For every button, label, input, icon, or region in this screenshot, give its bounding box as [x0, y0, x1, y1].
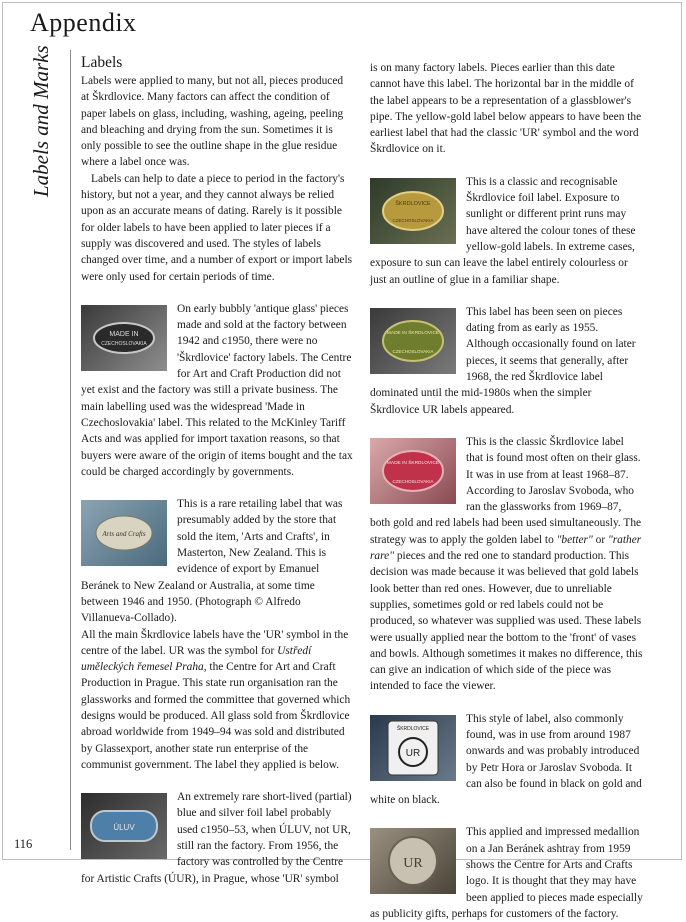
gold-label-caption: This is a classic and recognisable Škrdlovice foil label. Exposure to sunlight or different print runs may have altered the colour tones of these yellow-gold labels. In extreme cases, exposure to sun can leave the label entirely colourless or just an outline of glue in a familiar shape.	[370, 175, 636, 286]
green-label-caption: This label has been seen on pieces dating from as early as 1955. Although occasionally found on later pieces, it seems that generally, after 1968, the red Škrdlovice label dominated until the mid-1980s when the simpler Škrdlovice UR labels appeared.	[370, 305, 636, 416]
ur-label-block	[370, 711, 643, 809]
arts-crafts-label-photo	[81, 500, 167, 566]
arts-text: Arts and Crafts	[102, 530, 146, 539]
made-in-label-photo	[81, 305, 167, 371]
made-in-caption: On early bubbly 'antique glass' pieces made and sold at the factory between 1942 and c1950, there were no 'Škrdlovice' factory labels. The Centre for Art and Craft Production did not yet exist and the factory was still a private business. The main labelling used was the widespread 'Made in Czechoslovakia' label. This related to the McKinley Tariff Acts and was applied for import taxation reasons, so that buyers were aware of the origin of items bought and the tax could be charged accordingly by governments.	[81, 302, 353, 478]
red-label-block	[370, 434, 643, 695]
ur-label-caption: This style of label, also commonly found, was in use from around 1987 onwards and was probably introduced by Petr Hora or Jaroslav Svoboda. It can also be found in black on gold and white on black.	[370, 712, 642, 807]
arts-crafts-caption: This is a rare retailing label that was presumably added by the store that sold the item, 'Arts and Crafts', in Masterton, New Zealand. This is evidence of export by Emanuel Beránek to New Zealand or Australia, at some time between 1946 and 1950. (Photograph © Alfredo Villanueva-Collado).	[81, 498, 343, 625]
right-column	[370, 60, 643, 922]
side-title: Labels and Marks	[29, 45, 53, 197]
ur-label-photo	[370, 715, 456, 781]
vertical-rule	[70, 50, 71, 850]
medal-text: UR	[403, 856, 423, 872]
green-label-photo	[370, 308, 456, 374]
left-column	[81, 53, 354, 887]
intro-paragraph: Labels were applied to many, but not all, pieces produced at Škrdlovice. Many factors can affect the condition of paper labels on glass, including, washing, ageing, peeling and bleaching and drying from the sun. Sometimes it is only possible to see the outline shape in the glue residue where a label once was.	[81, 75, 344, 169]
green-text1: MADE IN ŠKRDLOVICE	[386, 330, 440, 336]
made-in-text1: MADE IN	[109, 330, 139, 338]
page-header: Appendix	[30, 8, 137, 37]
medallion-caption: This applied and impressed medallion on a Jan Beránek ashtray from 1959 shows the Centre for Arts and Crafts logo. It is thought that they may have been applied to pieces made especially as publicity gifts, perhaps for customers of the factory.	[370, 826, 643, 920]
foil-label-photo	[81, 793, 167, 859]
ur-paragraph: All the main Škrdlovice labels have the 'UR' symbol in the centre of the label. UR was the symbol for Ustředí uměleckých řemesel Praha, the Centre for Art and Craft Production in Prague. This state run organisation ran the glassworks and formed the committee that governed which designs would be produced. All glass sold from Škrdlovice abroad worldwide from 1949–94 was sold and distributed by Glassexport, another state run enterprise of the communist government. The label they applied is below.	[81, 628, 351, 771]
gold-text2: CZECHOSLOVAKIA	[392, 217, 434, 223]
gold-label-photo	[370, 178, 456, 244]
medallion-block	[370, 824, 643, 922]
made-in-text2: CZECHOSLOVAKIA	[101, 340, 147, 347]
ur-text2: UR	[405, 747, 421, 759]
red-label-caption: This is the classic Škrdlovice label that is found most often on their glass. It was in use from at least 1968–87. According to Jaroslav Svoboda, who ran the glassworks from 1969–87, both gold and red labels had been used simultaneously. The strategy was to apply the golden label to "better" or "rather rare" pieces and the red one to standard production. This decision was made because it was believed that gold labels look better than red ones. However, due to unreliable supplies, sometimes gold or red labels could not be produced, so whatever was supplied was used. These labels were usually applied near the bottom to the 'front' of vases and bowls. Although sometimes it makes no difference, this can give an indication of which side of the piece was intended to face the viewer.	[370, 435, 643, 693]
arts-crafts-block	[81, 496, 354, 626]
foil-label-block	[81, 789, 354, 887]
continued-paragraph: is on many factory labels. Pieces earlier than this date cannot have this label. The horizontal bar in the middle of the label appears to be a representation of a glassblower's pipe. The yellow-gold label below appears to have been the earliest label that had the classic 'UR' symbol and the word Škrdlovice on it.	[370, 62, 642, 156]
ur-text1: ŠKRDLOVICE	[396, 725, 430, 732]
medallion-photo	[370, 828, 456, 894]
foil-text: ÚLUV	[113, 823, 135, 833]
page-number: 116	[14, 837, 33, 851]
made-in-block	[81, 301, 354, 480]
section-heading: Labels	[81, 54, 123, 71]
gold-label-block	[370, 174, 643, 288]
red-label-photo	[370, 438, 456, 504]
foil-label-caption: An extremely rare short-lived (partial) blue and silver foil label probably used c1950–53, when ÚLUV, not UR, still ran the factory. From 1956, the factory was controlled by the Centre for Artistic Crafts (ÚUR), in Prague, whose 'UR' symbol	[81, 791, 352, 885]
gold-text1: ŠKRDLOVICE	[395, 200, 431, 207]
red-text2: CZECHOSLOVAKIA	[392, 478, 434, 484]
green-text2: CZECHOSLOVAKIA	[392, 348, 434, 354]
green-label-block	[370, 304, 643, 418]
red-text1: MADE IN ŠKRDLOVICE	[386, 460, 440, 466]
dating-paragraph: Labels can help to date a piece to period in the factory's history, but not a year, and they cannot always be relied upon as an accurate means of dating. Rarely is it possible for older labels to have been applied to later pieces if a supply was discovered and used. The styles of labels changed over time, and a number of export or import labels were only used for certain periods of time.	[81, 172, 353, 283]
